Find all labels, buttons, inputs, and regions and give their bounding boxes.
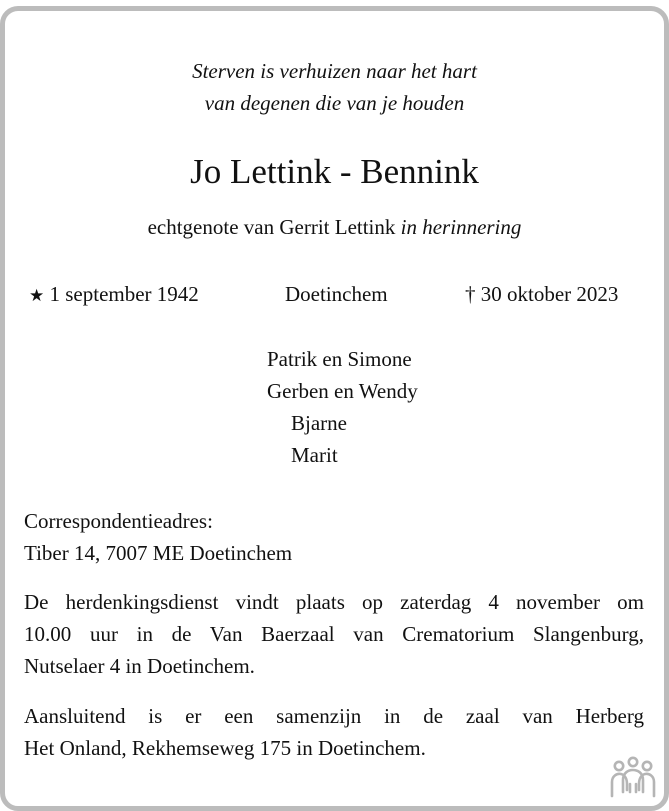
motto-line-1: Sterven is verhuizen naar het hart [192,59,477,83]
deceased-relation [0,212,669,242]
family-member: Bjarne [291,411,347,435]
death-info [465,279,618,309]
family-member: Marit [291,443,338,467]
relation-text: echtgenote van Gerrit Lettink [147,215,396,239]
service-line-3: Nutselaer 4 in Doetinchem. [24,654,255,678]
correspondence-address: Tiber 14, 7007 ME Doetinchem [24,541,293,565]
cross-icon: † [465,282,476,306]
service-line-1: De herdenkingsdienst vindt plaats op zaterdag 4 november om [24,590,644,614]
deceased-name: Jo Lettink - Bennink [190,152,479,191]
family-member: Patrik en Simone [267,347,412,371]
correspondence-block [24,505,644,569]
birth-date: 1 september 1942 [49,282,199,306]
star-icon: ★ [29,286,45,306]
correspondence-label: Correspondentieadres: [24,509,213,533]
gathering-paragraph [24,700,644,764]
gathering-line-1: Aansluitend is er een samenzijn in de zaal van Herberg [24,704,644,728]
death-date: 30 oktober 2023 [480,282,619,306]
family-member: Gerben en Wendy [267,379,418,403]
birth-place: Doetinchem [285,282,388,306]
birth-info [29,279,199,311]
people-group-icon [609,756,657,798]
service-line-2: 10.00 uur in de Van Baerzaal van Crematorium Slangenburg, [24,622,644,646]
service-paragraph [24,586,644,682]
relation-suffix: in herinnering [400,215,522,239]
motto-line-2: van degenen die van je houden [204,91,465,115]
gathering-line-2: Het Onland, Rekhemseweg 175 in Doetinchem. [24,736,426,760]
